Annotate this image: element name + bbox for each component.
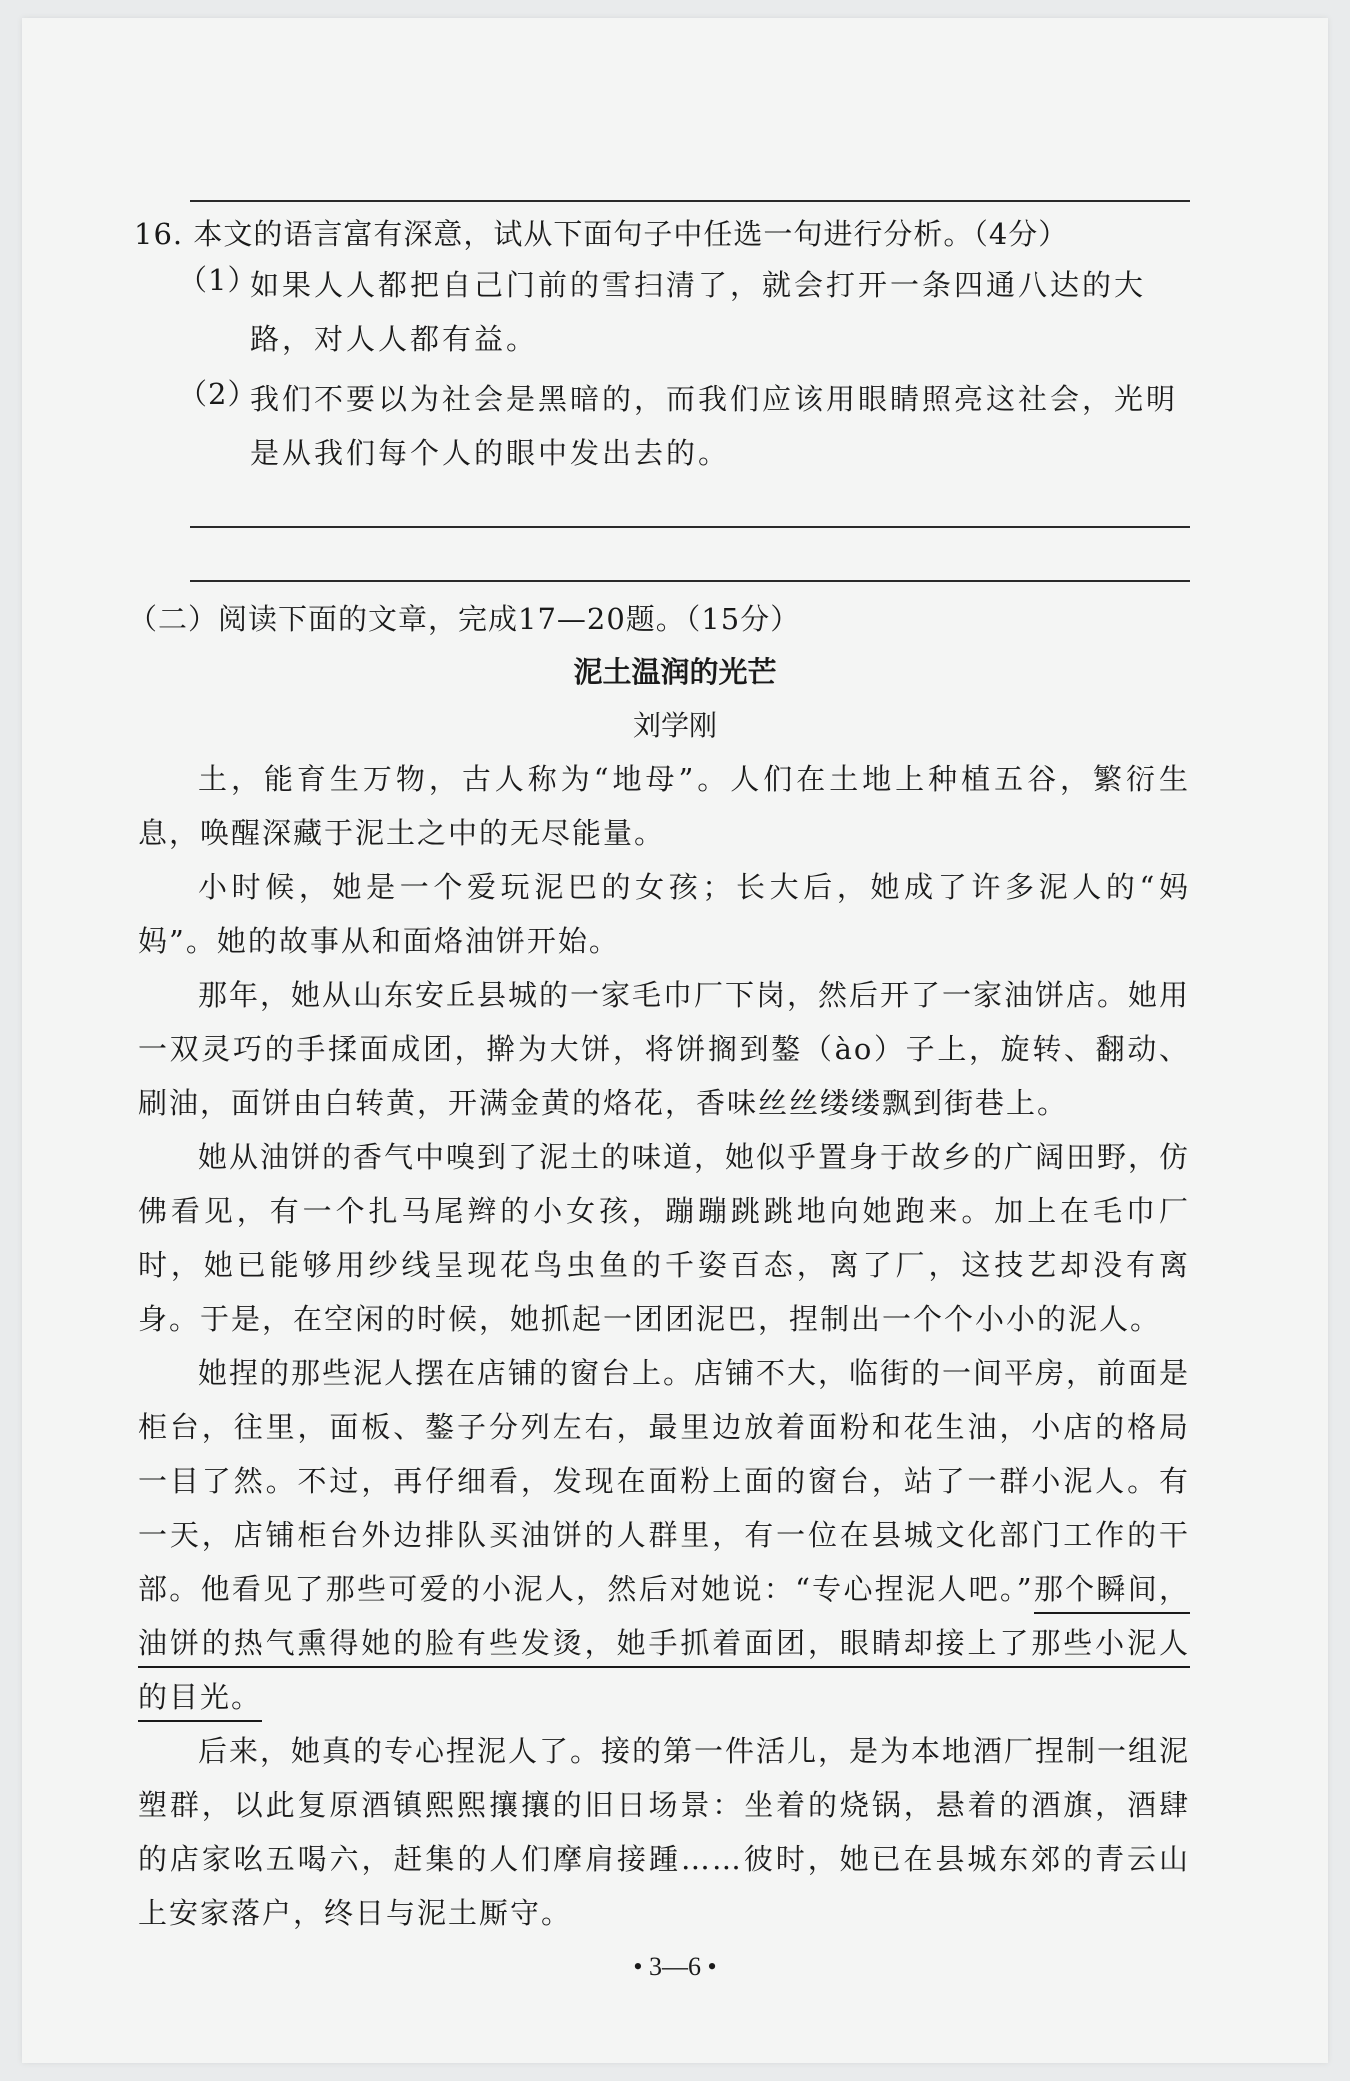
page-number: • 3—6 •	[633, 1952, 717, 1981]
section-header: （二）阅读下面的文章，完成17—20题。（15分）	[128, 602, 801, 636]
answer-line	[190, 200, 1190, 202]
paragraph-4: 她从油饼的香气中嗅到了泥土的味道，她似乎置身于故乡的广阔田野，仿佛看见，有一个扎马尾辫的小女孩，蹦蹦跳跳地向她跑来。加上在毛巾厂时，她已能够用纱线呈现花鸟虫鱼的千姿百态，离了厂，这技艺却没有离身。于是，在空闲的时候，她抓起一团团泥巴，捏制出一个个小小的泥人。	[138, 1140, 1191, 1336]
question-16-stem: 16. 本文的语言富有深意，试从下面句子中任选一句进行分析。（4分）	[134, 217, 1069, 251]
answer-line	[190, 526, 1190, 528]
paragraph-3: 那年，她从山东安丘县城的一家毛巾厂下岗，然后开了一家油饼店。她用一双灵巧的手揉面成团，擀为大饼，将饼搁到鏊（ào）子上，旋转、翻动、刷油，面饼由白转黄，开满金黄的烙花，香味丝丝缕缕飘到街巷上。	[138, 978, 1191, 1120]
option-2-label: （2）	[178, 377, 258, 411]
underlined-sentence: 那个瞬间，油饼的热气熏得她的脸有些发烫，她手抓着面团，眼睛却接上了那些小泥人的目光。	[138, 1572, 1190, 1722]
paragraph-6: 后来，她真的专心捏泥人了。接的第一件活儿，是为本地酒厂捏制一组泥塑群，以此复原酒镇熙熙攘攘的旧日场景：坐着的烧锅，悬着的酒旗，酒肆的店家吆五喝六，赶集的人们摩肩接踵……彼时，她已在县城东郊的青云山上安家落户，终日与泥土厮守。	[138, 1734, 1191, 1930]
article-author: 刘学刚	[632, 709, 717, 742]
option-1-text: 如果人人都把自己门前的雪扫清了，就会打开一条四通八达的大路，对人人都有益。	[250, 268, 1147, 356]
paragraph-5	[138, 1346, 1190, 1724]
answer-line	[190, 580, 1190, 582]
article-title: 泥土温润的光芒	[573, 655, 777, 689]
paragraph-1: 土，能育生万物，古人称为“地母”。人们在土地上种植五谷，繁衍生息，唤醒深藏于泥土之中的无尽能量。	[138, 762, 1190, 850]
paragraph-2: 小时候，她是一个爱玩泥巴的女孩；长大后，她成了许多泥人的“妈妈”。她的故事从和面烙油饼开始。	[138, 870, 1190, 958]
option-2-text: 我们不要以为社会是黑暗的，而我们应该用眼睛照亮这社会，光明是从我们每个人的眼中发出去的。	[250, 382, 1179, 470]
option-1-label: （1）	[178, 263, 258, 297]
paragraph-5-text: 她捏的那些泥人摆在店铺的窗台上。店铺不大，临街的一间平房，前面是柜台，往里，面板、鏊子分列左右，最里边放着面粉和花生油，小店的格局一目了然。不过，再仔细看，发现在面粉上面的窗台，站了一群小泥人。有一天，店铺柜台外边排队买油饼的人群里，有一位在县城文化部门工作的干部。他看见了那些可爱的小泥人，然后对她说：“专心捏泥人吧。”	[138, 1356, 1191, 1606]
